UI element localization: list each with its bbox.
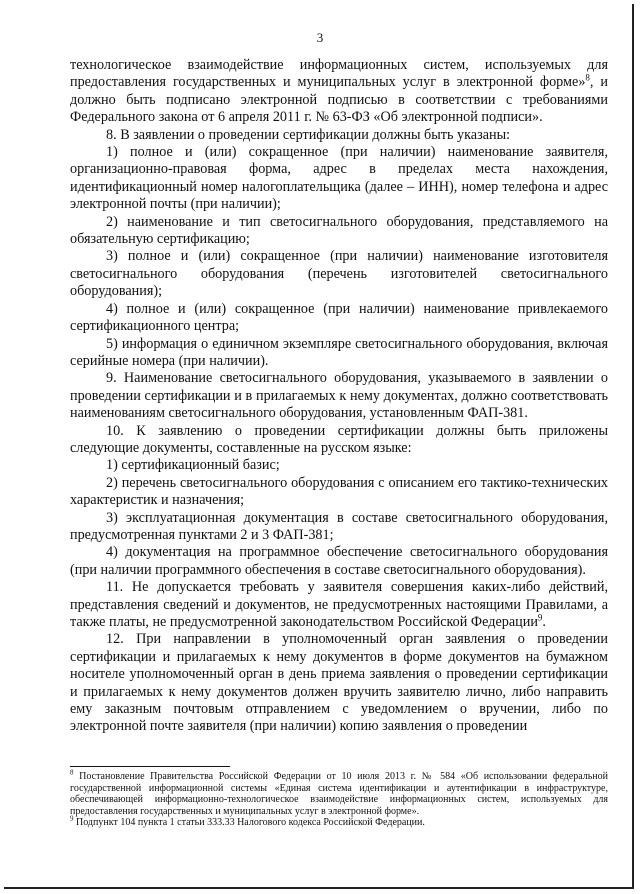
document-body bbox=[70, 57, 608, 736]
footnote-divider bbox=[70, 766, 230, 767]
paragraph: 4) полное и (или) сокращенное (при наличии) наименование привлекаемого сертификационного центра; bbox=[70, 300, 608, 335]
paragraph: 3) эксплуатационная документация в составе светосигнального оборудования, предусмотренная пунктами 2 и 3 ФАП-381; bbox=[70, 509, 608, 543]
paragraph: 2) перечень светосигнального оборудования с описанием его тактико-технических характеристик и назначения; bbox=[70, 474, 608, 509]
footnote-mark: 8 bbox=[70, 768, 74, 777]
paragraph: 5) информация о единичном экземпляре светосигнального оборудования, включая серийные номера (при наличии). bbox=[70, 335, 608, 369]
paragraph: технологическое взаимодействие информационных систем, используемых для предоставления государственных и муниципальных услуг в электронной форме»$^8$, и должно быть подписано электронной подписью в соответствии с требованиями Федерального закона от 6 апреля 2011 г. № 63-ФЗ «Об электронной подписи». bbox=[70, 57, 608, 126]
paragraph: 8. В заявлении о проведении сертификации должны быть указаны: bbox=[106, 126, 511, 143]
paragraph: 2) наименование и тип светосигнального оборудования, представляемого на обязательную сертификацию; bbox=[70, 213, 608, 248]
footnotes bbox=[70, 768, 608, 829]
footnote-mark: 9 bbox=[70, 814, 74, 823]
paragraph: 3) полное и (или) сокращенное (при наличии) наименование изготовителя светосигнального оборудования (перечень изготовителей светосигнального оборудования); bbox=[70, 248, 608, 300]
footnote-ref[interactable]: 8 bbox=[585, 72, 590, 83]
page-number: 3 bbox=[316, 30, 324, 45]
paragraph: 1) полное и (или) сокращенное (при наличии) наименование заявителя, организационно-правовая форма, адрес в пределах места нахождения, идентификационный номер налогоплательщика (далее – ИНН), номер телефона и адрес электронной почты (при наличии); bbox=[70, 144, 608, 213]
paragraph: 10. К заявлению о проведении сертификации должны быть приложены следующие документы, составленные на русском языке: bbox=[70, 422, 608, 456]
footnote: $^9$ Подпункт 104 пункта 1 статьи 333.33 Налогового кодекса Российской Федерации. bbox=[70, 814, 425, 828]
footnote: $^8$ Постановление Правительства Российской Федерации от 10 июля 2013 г. № 584 «Об использовании федеральной государственной информационной системы «Единая система идентификации и аутентификации в инфраструктуре, обеспечивающей информационно-технологическое взаимодействие информационных систем, используемых для предоставления государственных и муниципальных услуг в электронной форме». bbox=[70, 768, 608, 817]
paragraph: 1) сертификационный базис; bbox=[106, 457, 280, 474]
paragraph: 9. Наименование светосигнального оборудования, указываемого в заявлении о проведении сертификации и в прилагаемых к нему документах, должно соответствовать наименованиям светосигнального оборудования, установленным ФАП-381. bbox=[70, 370, 608, 422]
paragraph: 11. Не допускается требовать у заявителя совершения каких-либо действий, представления сведений и документов, не предусмотренных настоящими Правилами, а также платы, не предусмотренной законодательством Российской Федерации$^9$. bbox=[70, 579, 608, 630]
footnote-ref[interactable]: 9 bbox=[537, 612, 543, 623]
paragraph: 12. При направлении в уполномоченный орган заявления о проведении сертификации и прилагаемых к нему документов в форме документов на бумажном носителе уполномоченный орган в день приема заявления о проведении сертификации и прилагаемых к нему документов должен вручить заявителю лично, либо направить ему заказным почтовым отправлением с уведомлением о вручении, либо по электронной почте заявителя (при наличии) копию заявления о проведении bbox=[70, 631, 608, 735]
paragraph: 4) документация на программное обеспечение светосигнального оборудования (при наличии программного обеспечения в составе светосигнального оборудования). bbox=[70, 544, 608, 578]
